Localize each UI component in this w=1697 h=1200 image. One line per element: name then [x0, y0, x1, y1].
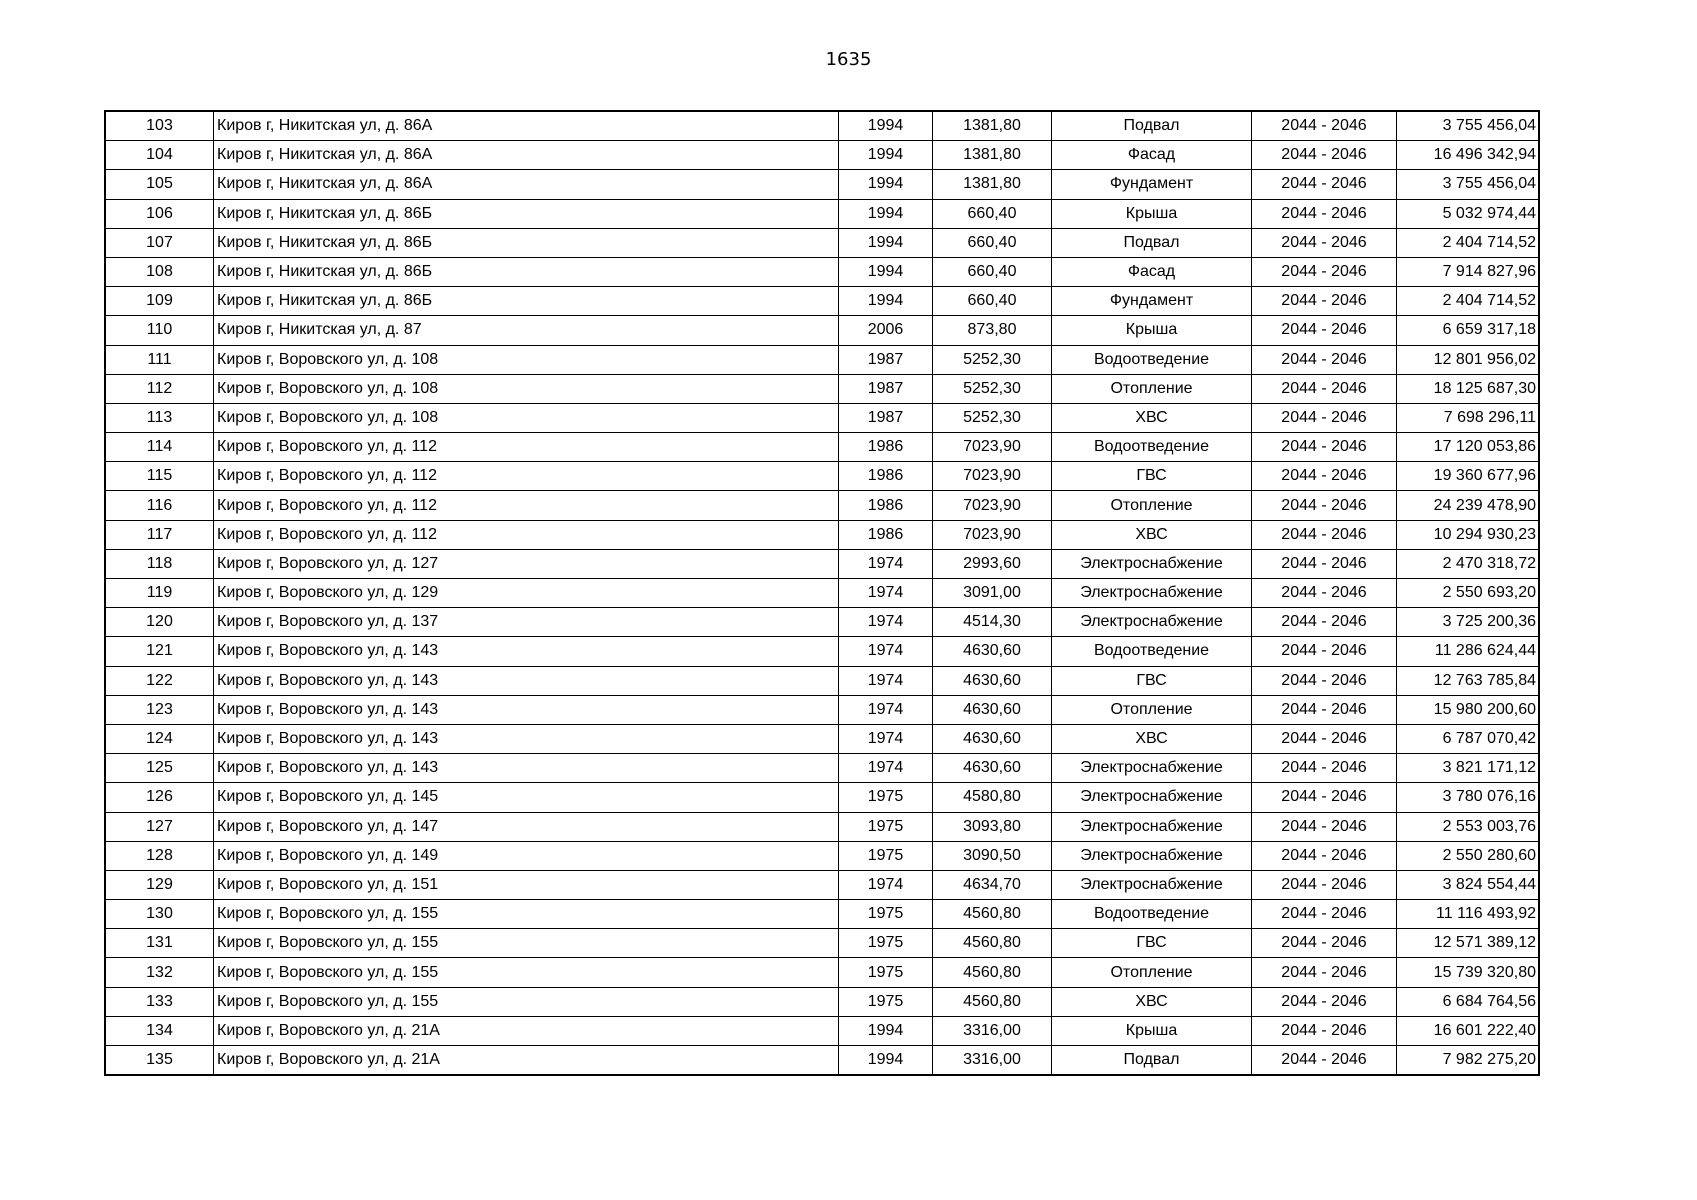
row-number-cell: 129: [105, 870, 214, 899]
period-cell: 2044 - 2046: [1252, 754, 1397, 783]
row-number-cell: 135: [105, 1046, 214, 1076]
work-type-cell: Отопление: [1052, 958, 1252, 987]
year-cell: 1986: [839, 520, 933, 549]
area-cell: 3316,00: [933, 1046, 1052, 1076]
address-cell: Киров г, Воровского ул, д. 108: [214, 374, 839, 403]
cost-cell: 2 404 714,52: [1397, 287, 1540, 316]
cost-cell: 3 755 456,04: [1397, 111, 1540, 141]
table-row: [105, 958, 1539, 987]
table-row: [105, 462, 1539, 491]
area-cell: 660,40: [933, 199, 1052, 228]
year-cell: 1975: [839, 783, 933, 812]
period-cell: 2044 - 2046: [1252, 111, 1397, 141]
period-cell: 2044 - 2046: [1252, 403, 1397, 432]
cost-cell: 18 125 687,30: [1397, 374, 1540, 403]
work-type-cell: Отопление: [1052, 491, 1252, 520]
address-cell: Киров г, Никитская ул, д. 86А: [214, 111, 839, 141]
area-cell: 660,40: [933, 228, 1052, 257]
year-cell: 1975: [839, 812, 933, 841]
table-row: [105, 870, 1539, 899]
period-cell: 2044 - 2046: [1252, 987, 1397, 1016]
address-cell: Киров г, Воровского ул, д. 112: [214, 491, 839, 520]
row-number-cell: 121: [105, 637, 214, 666]
area-cell: 7023,90: [933, 433, 1052, 462]
work-type-cell: Фасад: [1052, 141, 1252, 170]
capital-repair-table: [104, 110, 1540, 1076]
period-cell: 2044 - 2046: [1252, 783, 1397, 812]
work-type-cell: Отопление: [1052, 374, 1252, 403]
year-cell: 1975: [839, 929, 933, 958]
year-cell: 1974: [839, 870, 933, 899]
work-type-cell: Водоотведение: [1052, 637, 1252, 666]
row-number-cell: 133: [105, 987, 214, 1016]
table-row: [105, 724, 1539, 753]
period-cell: 2044 - 2046: [1252, 549, 1397, 578]
period-cell: 2044 - 2046: [1252, 929, 1397, 958]
address-cell: Киров г, Воровского ул, д. 129: [214, 579, 839, 608]
address-cell: Киров г, Воровского ул, д. 155: [214, 929, 839, 958]
row-number-cell: 113: [105, 403, 214, 432]
address-cell: Киров г, Никитская ул, д. 86Б: [214, 228, 839, 257]
table-row: [105, 549, 1539, 578]
cost-cell: 15 739 320,80: [1397, 958, 1540, 987]
area-cell: 1381,80: [933, 141, 1052, 170]
cost-cell: 3 780 076,16: [1397, 783, 1540, 812]
period-cell: 2044 - 2046: [1252, 637, 1397, 666]
address-cell: Киров г, Воровского ул, д. 151: [214, 870, 839, 899]
table-row: [105, 1016, 1539, 1045]
year-cell: 1986: [839, 433, 933, 462]
period-cell: 2044 - 2046: [1252, 695, 1397, 724]
address-cell: Киров г, Никитская ул, д. 87: [214, 316, 839, 345]
cost-cell: 7 698 296,11: [1397, 403, 1540, 432]
cost-cell: 2 404 714,52: [1397, 228, 1540, 257]
table-row: [105, 841, 1539, 870]
table-row: [105, 783, 1539, 812]
table-row: [105, 316, 1539, 345]
cost-cell: 3 824 554,44: [1397, 870, 1540, 899]
address-cell: Киров г, Воровского ул, д. 127: [214, 549, 839, 578]
work-type-cell: Электроснабжение: [1052, 579, 1252, 608]
period-cell: 2044 - 2046: [1252, 958, 1397, 987]
row-number-cell: 104: [105, 141, 214, 170]
table-row: [105, 433, 1539, 462]
period-cell: 2044 - 2046: [1252, 900, 1397, 929]
table-row: [105, 170, 1539, 199]
work-type-cell: Электроснабжение: [1052, 841, 1252, 870]
row-number-cell: 125: [105, 754, 214, 783]
area-cell: 660,40: [933, 257, 1052, 286]
cost-cell: 12 763 785,84: [1397, 666, 1540, 695]
table-row: [105, 812, 1539, 841]
address-cell: Киров г, Воровского ул, д. 108: [214, 345, 839, 374]
address-cell: Киров г, Воровского ул, д. 21А: [214, 1046, 839, 1076]
year-cell: 1994: [839, 170, 933, 199]
period-cell: 2044 - 2046: [1252, 870, 1397, 899]
address-cell: Киров г, Воровского ул, д. 147: [214, 812, 839, 841]
cost-cell: 12 801 956,02: [1397, 345, 1540, 374]
address-cell: Киров г, Никитская ул, д. 86Б: [214, 199, 839, 228]
year-cell: 1975: [839, 987, 933, 1016]
cost-cell: 16 496 342,94: [1397, 141, 1540, 170]
address-cell: Киров г, Воровского ул, д. 112: [214, 462, 839, 491]
row-number-cell: 116: [105, 491, 214, 520]
row-number-cell: 122: [105, 666, 214, 695]
table-row: [105, 695, 1539, 724]
work-type-cell: ХВС: [1052, 987, 1252, 1016]
period-cell: 2044 - 2046: [1252, 666, 1397, 695]
row-number-cell: 134: [105, 1016, 214, 1045]
period-cell: 2044 - 2046: [1252, 608, 1397, 637]
row-number-cell: 106: [105, 199, 214, 228]
row-number-cell: 123: [105, 695, 214, 724]
work-type-cell: Фундамент: [1052, 287, 1252, 316]
row-number-cell: 103: [105, 111, 214, 141]
area-cell: 3316,00: [933, 1016, 1052, 1045]
year-cell: 1974: [839, 579, 933, 608]
year-cell: 1994: [839, 141, 933, 170]
row-number-cell: 109: [105, 287, 214, 316]
year-cell: 1975: [839, 841, 933, 870]
table-row: [105, 111, 1539, 141]
address-cell: Киров г, Воровского ул, д. 108: [214, 403, 839, 432]
area-cell: 4630,60: [933, 724, 1052, 753]
cost-cell: 5 032 974,44: [1397, 199, 1540, 228]
cost-cell: 2 470 318,72: [1397, 549, 1540, 578]
work-type-cell: Водоотведение: [1052, 900, 1252, 929]
row-number-cell: 108: [105, 257, 214, 286]
row-number-cell: 114: [105, 433, 214, 462]
period-cell: 2044 - 2046: [1252, 1046, 1397, 1076]
address-cell: Киров г, Никитская ул, д. 86Б: [214, 257, 839, 286]
row-number-cell: 112: [105, 374, 214, 403]
year-cell: 1974: [839, 666, 933, 695]
page-number: 1635: [825, 49, 872, 70]
cost-cell: 6 684 764,56: [1397, 987, 1540, 1016]
table-row: [105, 228, 1539, 257]
table-row: [105, 900, 1539, 929]
work-type-cell: ХВС: [1052, 520, 1252, 549]
address-cell: Киров г, Воровского ул, д. 143: [214, 724, 839, 753]
period-cell: 2044 - 2046: [1252, 724, 1397, 753]
row-number-cell: 110: [105, 316, 214, 345]
address-cell: Киров г, Воровского ул, д. 145: [214, 783, 839, 812]
year-cell: 1994: [839, 1046, 933, 1076]
work-type-cell: ХВС: [1052, 724, 1252, 753]
cost-cell: 6 787 070,42: [1397, 724, 1540, 753]
address-cell: Киров г, Воровского ул, д. 155: [214, 958, 839, 987]
row-number-cell: 127: [105, 812, 214, 841]
address-cell: Киров г, Воровского ул, д. 155: [214, 900, 839, 929]
work-type-cell: Крыша: [1052, 199, 1252, 228]
cost-cell: 6 659 317,18: [1397, 316, 1540, 345]
work-type-cell: ГВС: [1052, 462, 1252, 491]
address-cell: Киров г, Воровского ул, д. 143: [214, 754, 839, 783]
table-row: [105, 345, 1539, 374]
year-cell: 1974: [839, 724, 933, 753]
period-cell: 2044 - 2046: [1252, 199, 1397, 228]
row-number-cell: 119: [105, 579, 214, 608]
area-cell: 4630,60: [933, 754, 1052, 783]
year-cell: 1994: [839, 257, 933, 286]
period-cell: 2044 - 2046: [1252, 228, 1397, 257]
address-cell: Киров г, Воровского ул, д. 143: [214, 666, 839, 695]
address-cell: Киров г, Воровского ул, д. 137: [214, 608, 839, 637]
period-cell: 2044 - 2046: [1252, 579, 1397, 608]
area-cell: 4630,60: [933, 637, 1052, 666]
year-cell: 1987: [839, 403, 933, 432]
area-cell: 660,40: [933, 287, 1052, 316]
work-type-cell: Водоотведение: [1052, 345, 1252, 374]
work-type-cell: ГВС: [1052, 666, 1252, 695]
area-cell: 7023,90: [933, 491, 1052, 520]
address-cell: Киров г, Никитская ул, д. 86Б: [214, 287, 839, 316]
row-number-cell: 107: [105, 228, 214, 257]
area-cell: 4560,80: [933, 987, 1052, 1016]
cost-cell: 12 571 389,12: [1397, 929, 1540, 958]
year-cell: 2006: [839, 316, 933, 345]
row-number-cell: 128: [105, 841, 214, 870]
work-type-cell: Подвал: [1052, 228, 1252, 257]
row-number-cell: 130: [105, 900, 214, 929]
address-cell: Киров г, Воровского ул, д. 143: [214, 695, 839, 724]
area-cell: 2993,60: [933, 549, 1052, 578]
table-row: [105, 579, 1539, 608]
period-cell: 2044 - 2046: [1252, 462, 1397, 491]
address-cell: Киров г, Воровского ул, д. 21А: [214, 1016, 839, 1045]
year-cell: 1974: [839, 549, 933, 578]
year-cell: 1994: [839, 199, 933, 228]
table-row: [105, 257, 1539, 286]
area-cell: 4630,60: [933, 695, 1052, 724]
area-cell: 3093,80: [933, 812, 1052, 841]
work-type-cell: Фундамент: [1052, 170, 1252, 199]
row-number-cell: 124: [105, 724, 214, 753]
area-cell: 4580,80: [933, 783, 1052, 812]
year-cell: 1987: [839, 345, 933, 374]
area-cell: 5252,30: [933, 403, 1052, 432]
year-cell: 1974: [839, 754, 933, 783]
area-cell: 7023,90: [933, 462, 1052, 491]
row-number-cell: 111: [105, 345, 214, 374]
address-cell: Киров г, Воровского ул, д. 112: [214, 433, 839, 462]
cost-cell: 11 116 493,92: [1397, 900, 1540, 929]
period-cell: 2044 - 2046: [1252, 287, 1397, 316]
work-type-cell: ХВС: [1052, 403, 1252, 432]
period-cell: 2044 - 2046: [1252, 374, 1397, 403]
work-type-cell: Подвал: [1052, 1046, 1252, 1076]
row-number-cell: 131: [105, 929, 214, 958]
cost-cell: 3 821 171,12: [1397, 754, 1540, 783]
year-cell: 1975: [839, 900, 933, 929]
address-cell: Киров г, Воровского ул, д. 143: [214, 637, 839, 666]
area-cell: 1381,80: [933, 111, 1052, 141]
cost-cell: 11 286 624,44: [1397, 637, 1540, 666]
area-cell: 4560,80: [933, 958, 1052, 987]
cost-cell: 17 120 053,86: [1397, 433, 1540, 462]
cost-cell: 24 239 478,90: [1397, 491, 1540, 520]
area-cell: 5252,30: [933, 374, 1052, 403]
table-row: [105, 520, 1539, 549]
area-cell: 873,80: [933, 316, 1052, 345]
address-cell: Киров г, Воровского ул, д. 149: [214, 841, 839, 870]
work-type-cell: Электроснабжение: [1052, 549, 1252, 578]
period-cell: 2044 - 2046: [1252, 316, 1397, 345]
cost-cell: 2 550 280,60: [1397, 841, 1540, 870]
row-number-cell: 120: [105, 608, 214, 637]
row-number-cell: 132: [105, 958, 214, 987]
year-cell: 1994: [839, 111, 933, 141]
address-cell: Киров г, Никитская ул, д. 86А: [214, 170, 839, 199]
row-number-cell: 117: [105, 520, 214, 549]
area-cell: 3091,00: [933, 579, 1052, 608]
work-type-cell: Электроснабжение: [1052, 812, 1252, 841]
cost-cell: 2 550 693,20: [1397, 579, 1540, 608]
cost-cell: 7 982 275,20: [1397, 1046, 1540, 1076]
address-cell: Киров г, Никитская ул, д. 86А: [214, 141, 839, 170]
year-cell: 1986: [839, 462, 933, 491]
work-type-cell: Электроснабжение: [1052, 870, 1252, 899]
period-cell: 2044 - 2046: [1252, 520, 1397, 549]
cost-cell: 2 553 003,76: [1397, 812, 1540, 841]
period-cell: 2044 - 2046: [1252, 433, 1397, 462]
year-cell: 1994: [839, 228, 933, 257]
area-cell: 4634,70: [933, 870, 1052, 899]
cost-cell: 19 360 677,96: [1397, 462, 1540, 491]
table-body: [105, 111, 1539, 1075]
table-row: [105, 637, 1539, 666]
period-cell: 2044 - 2046: [1252, 841, 1397, 870]
year-cell: 1974: [839, 695, 933, 724]
period-cell: 2044 - 2046: [1252, 345, 1397, 374]
year-cell: 1987: [839, 374, 933, 403]
work-type-cell: Крыша: [1052, 1016, 1252, 1045]
period-cell: 2044 - 2046: [1252, 170, 1397, 199]
area-cell: 1381,80: [933, 170, 1052, 199]
cost-cell: 15 980 200,60: [1397, 695, 1540, 724]
year-cell: 1974: [839, 608, 933, 637]
table-row: [105, 199, 1539, 228]
table-row: [105, 403, 1539, 432]
period-cell: 2044 - 2046: [1252, 491, 1397, 520]
area-cell: 4514,30: [933, 608, 1052, 637]
period-cell: 2044 - 2046: [1252, 257, 1397, 286]
work-type-cell: ГВС: [1052, 929, 1252, 958]
year-cell: 1994: [839, 287, 933, 316]
table-row: [105, 608, 1539, 637]
work-type-cell: Электроснабжение: [1052, 783, 1252, 812]
row-number-cell: 126: [105, 783, 214, 812]
table-row: [105, 929, 1539, 958]
cost-cell: 3 725 200,36: [1397, 608, 1540, 637]
table-row: [105, 1046, 1539, 1076]
address-cell: Киров г, Воровского ул, д. 155: [214, 987, 839, 1016]
row-number-cell: 115: [105, 462, 214, 491]
area-cell: 7023,90: [933, 520, 1052, 549]
table-row: [105, 141, 1539, 170]
cost-cell: 7 914 827,96: [1397, 257, 1540, 286]
table-row: [105, 491, 1539, 520]
table-row: [105, 666, 1539, 695]
cost-cell: 3 755 456,04: [1397, 170, 1540, 199]
table-row: [105, 374, 1539, 403]
cost-cell: 10 294 930,23: [1397, 520, 1540, 549]
work-type-cell: Крыша: [1052, 316, 1252, 345]
work-type-cell: Электроснабжение: [1052, 608, 1252, 637]
table-row: [105, 287, 1539, 316]
period-cell: 2044 - 2046: [1252, 812, 1397, 841]
year-cell: 1974: [839, 637, 933, 666]
work-type-cell: Отопление: [1052, 695, 1252, 724]
area-cell: 5252,30: [933, 345, 1052, 374]
year-cell: 1994: [839, 1016, 933, 1045]
period-cell: 2044 - 2046: [1252, 1016, 1397, 1045]
area-cell: 4560,80: [933, 900, 1052, 929]
row-number-cell: 118: [105, 549, 214, 578]
area-cell: 3090,50: [933, 841, 1052, 870]
area-cell: 4630,60: [933, 666, 1052, 695]
year-cell: 1986: [839, 491, 933, 520]
work-type-cell: Фасад: [1052, 257, 1252, 286]
year-cell: 1975: [839, 958, 933, 987]
period-cell: 2044 - 2046: [1252, 141, 1397, 170]
work-type-cell: Электроснабжение: [1052, 754, 1252, 783]
work-type-cell: Водоотведение: [1052, 433, 1252, 462]
address-cell: Киров г, Воровского ул, д. 112: [214, 520, 839, 549]
row-number-cell: 105: [105, 170, 214, 199]
work-type-cell: Подвал: [1052, 111, 1252, 141]
table-row: [105, 987, 1539, 1016]
cost-cell: 16 601 222,40: [1397, 1016, 1540, 1045]
table-row: [105, 754, 1539, 783]
area-cell: 4560,80: [933, 929, 1052, 958]
